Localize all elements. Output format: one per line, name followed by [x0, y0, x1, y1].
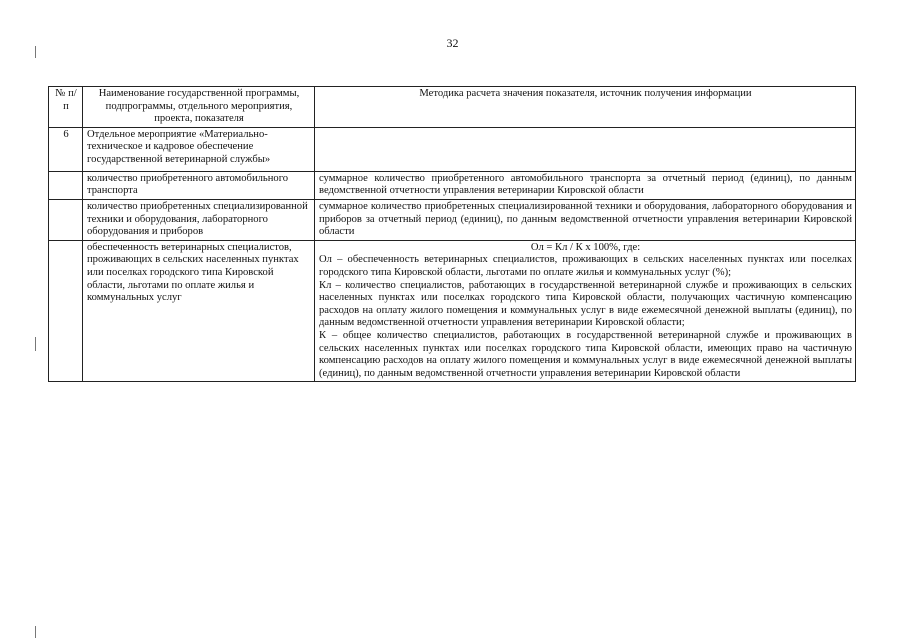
row-name: количество приобретенных специализированной техники и оборудования, лабораторного оборудования и приборов	[83, 199, 315, 240]
table-row	[49, 127, 856, 171]
row-number	[49, 240, 83, 382]
indicator-methodology-table	[48, 86, 856, 382]
definition-ol: Ол – обеспеченность ветеринарных специалистов, проживающих в сельских населенных пунктах или поселках городского типа Кировской области, льготами по оплате жилья и коммунальных услуг (%);	[319, 254, 852, 278]
header-number: № п/п	[49, 87, 83, 128]
row-number	[49, 199, 83, 240]
table-row	[49, 240, 856, 382]
row-number	[49, 171, 83, 199]
row-method-formula-cell	[315, 240, 856, 382]
scan-mark-bottom	[35, 626, 36, 638]
row-name: количество приобретенного автомобильного транспорта	[83, 171, 315, 199]
row-name: Отдельное мероприятие «Материально-техническое и кадровое обеспечение государственной ветеринарной службы»	[83, 127, 315, 171]
table-row	[49, 199, 856, 240]
table-header-row	[49, 87, 856, 128]
definition-kl: Кл – количество специалистов, работающих в государственной ветеринарной службе и проживающих в сельских населенных пунктах или поселках городского типа Кировской области, получающих частичную компенсацию расходов на оплату жилого помещения и коммунальных услуг в виде ежемесячной денежной выплаты (единиц), по данным ведомственной отчетности управления ветеринарии Кировской области;	[319, 279, 852, 329]
header-name: Наименование государственной программы, подпрограммы, отдельного мероприятия, проекта, показателя	[83, 87, 315, 128]
row-method: суммарное количество приобретенного автомобильного транспорта за отчетный период (единиц), по данным ведомственной отчетности управления ветеринарии Кировской области	[315, 171, 856, 199]
definition-k: К – общее количество специалистов, работающих в государственной ветеринарной службе и проживающих в сельских населенных пунктах или поселках городского типа Кировской области, имеющих право на частичную компенсацию расходов на оплату жилого помещения и коммунальных услуг в виде ежемесячной денежной выплаты (единиц), по данным ведомственной отчетности управления ветеринарии Кировской области	[319, 329, 852, 379]
row-method: суммарное количество приобретенных специализированной техники и оборудования, лабораторного оборудования и приборов за отчетный период (единиц), по данным ведомственной отчетности управления ветеринарии Кировской области	[315, 199, 856, 240]
page-number: 32	[446, 36, 459, 50]
row-method	[315, 127, 856, 171]
scan-mark-middle	[35, 337, 36, 351]
table-row	[49, 171, 856, 199]
formula: Ол = Кл / К х 100%, где:	[530, 241, 641, 253]
row-name: обеспеченность ветеринарных специалистов, проживающих в сельских населенных пунктах или поселках городского типа Кировской области, льготами по оплате жилья и коммунальных услуг	[83, 240, 315, 382]
scan-mark-top	[35, 46, 36, 58]
row-number: 6	[49, 127, 83, 171]
header-method: Методика расчета значения показателя, источник получения информации	[315, 87, 856, 128]
